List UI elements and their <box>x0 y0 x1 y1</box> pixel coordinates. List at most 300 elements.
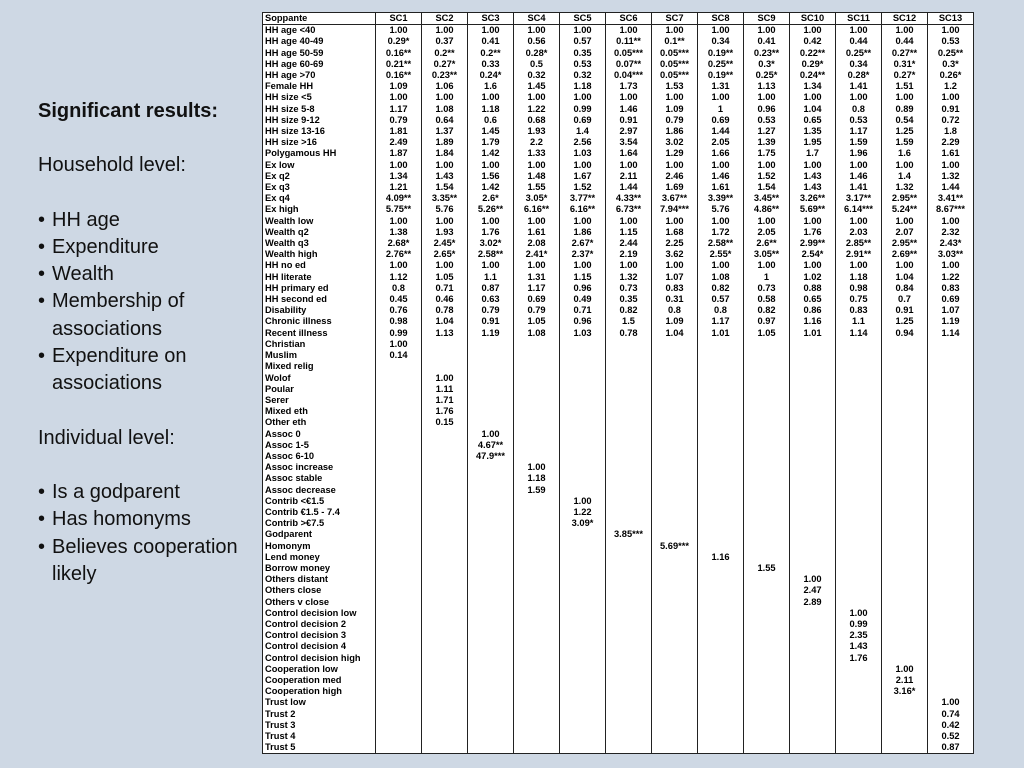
table-cell: 1.04 <box>882 272 928 283</box>
table-cell: 1.00 <box>882 25 928 37</box>
table-cell: 0.98 <box>836 283 882 294</box>
table-cell: 2.97 <box>606 126 652 137</box>
table-row <box>263 70 974 81</box>
table-cell: 1.00 <box>376 216 422 227</box>
table-cell: 3.16* <box>882 686 928 697</box>
table-cell <box>698 563 744 574</box>
table-cell <box>698 507 744 518</box>
table-cell <box>836 339 882 350</box>
table-cell <box>928 373 974 384</box>
table-cell: 0.27* <box>422 59 468 70</box>
table-cell <box>376 709 422 720</box>
row-label-cell: HH size 13-16 <box>265 126 325 137</box>
table-cell: 1.00 <box>790 574 836 585</box>
table-cell <box>514 350 560 361</box>
table-row <box>263 104 974 115</box>
table-cell <box>422 664 468 675</box>
table-cell <box>882 384 928 395</box>
row-label-cell: Wolof <box>265 372 291 383</box>
row-label-cell: Cooperation high <box>265 686 342 697</box>
table-cell: 0.2** <box>468 48 514 59</box>
table-cell <box>514 720 560 731</box>
table-cell <box>744 742 790 754</box>
table-cell <box>928 653 974 664</box>
table-cell: 2.91** <box>836 249 882 260</box>
table-cell: 3.17** <box>836 193 882 204</box>
table-cell <box>514 742 560 754</box>
table-cell <box>928 507 974 518</box>
row-label-cell: Ex q2 <box>265 170 290 181</box>
table-cell <box>652 406 698 417</box>
table-cell: 1.43 <box>790 182 836 193</box>
table-cell: 1.00 <box>422 160 468 171</box>
table-row <box>263 462 974 473</box>
table-cell <box>468 709 514 720</box>
table-cell <box>790 664 836 675</box>
table-cell <box>698 440 744 451</box>
table-row <box>263 126 974 137</box>
row-label-cell: Trust low <box>265 697 306 708</box>
table-cell <box>882 507 928 518</box>
table-row <box>263 686 974 697</box>
table-cell <box>376 697 422 708</box>
table-cell <box>560 541 606 552</box>
table-cell <box>468 339 514 350</box>
table-cell <box>514 675 560 686</box>
table-cell: 1.14 <box>928 328 974 339</box>
table-cell: 1.41 <box>836 182 882 193</box>
table-cell: 1 <box>698 104 744 115</box>
table-cell: 0.71 <box>422 283 468 294</box>
table-cell: 0.82 <box>698 283 744 294</box>
row-label-cell: Control decision low <box>265 607 357 618</box>
table-cell: 0.72 <box>928 115 974 126</box>
table-row <box>263 249 974 260</box>
table-cell <box>698 675 744 686</box>
table-cell: 0.87 <box>928 742 974 754</box>
table-cell: 1.1 <box>836 316 882 327</box>
row-label-cell: Ex q3 <box>265 182 290 193</box>
table-cell <box>652 664 698 675</box>
table-cell: 0.57 <box>560 36 606 47</box>
table-cell <box>468 731 514 742</box>
table-cell <box>744 675 790 686</box>
table-cell <box>652 451 698 462</box>
table-cell <box>882 529 928 540</box>
table-cell <box>514 417 560 428</box>
table-cell <box>468 608 514 619</box>
table-cell: 1.59 <box>514 485 560 496</box>
table-row <box>263 160 974 171</box>
table-cell: 0.49 <box>560 294 606 305</box>
table-cell: 1.17 <box>514 283 560 294</box>
row-label-cell: Assoc decrease <box>265 484 336 495</box>
table-cell <box>882 373 928 384</box>
column-header: SC2 <box>422 13 468 25</box>
table-cell <box>882 417 928 428</box>
table-row <box>263 227 974 238</box>
table-cell <box>422 686 468 697</box>
table-cell: 1.51 <box>882 81 928 92</box>
table-cell <box>376 619 422 630</box>
table-cell: 0.96 <box>560 316 606 327</box>
table-cell: 1.00 <box>928 160 974 171</box>
table-cell: 1.71 <box>422 395 468 406</box>
column-header: SC12 <box>882 13 928 25</box>
table-cell: 0.57 <box>698 294 744 305</box>
table-cell: 2.37* <box>560 249 606 260</box>
table-cell <box>882 485 928 496</box>
table-cell: 1.05 <box>422 272 468 283</box>
table-cell <box>468 742 514 754</box>
table-cell <box>836 462 882 473</box>
table-cell <box>744 720 790 731</box>
table-cell <box>606 429 652 440</box>
row-label-cell: Mixed relig <box>265 361 314 372</box>
table-cell: 0.79 <box>652 115 698 126</box>
table-cell: 1.00 <box>882 216 928 227</box>
table-cell <box>836 473 882 484</box>
table-cell: 0.31 <box>652 294 698 305</box>
table-cell <box>928 585 974 596</box>
table-cell <box>560 675 606 686</box>
table-cell: 0.79 <box>514 305 560 316</box>
table-cell <box>606 664 652 675</box>
table-cell <box>606 462 652 473</box>
table-row <box>263 305 974 316</box>
table-cell: 0.34 <box>836 59 882 70</box>
table-cell <box>698 574 744 585</box>
table-cell <box>560 395 606 406</box>
table-cell: 0.91 <box>928 104 974 115</box>
table-cell: 1.00 <box>514 92 560 103</box>
table-cell <box>560 619 606 630</box>
table-cell <box>744 373 790 384</box>
table-cell: 1.00 <box>652 92 698 103</box>
table-cell: 0.25** <box>836 48 882 59</box>
row-label-cell: HH second ed <box>265 294 327 305</box>
table-cell <box>928 552 974 563</box>
table-cell: 3.67** <box>652 193 698 204</box>
table-cell: 0.86 <box>790 305 836 316</box>
table-cell <box>698 641 744 652</box>
table-cell: 1.05 <box>514 316 560 327</box>
table-cell: 1.6 <box>882 148 928 159</box>
table-cell: 0.25** <box>698 59 744 70</box>
table-cell <box>928 485 974 496</box>
table-cell: 1.75 <box>744 148 790 159</box>
table-cell <box>698 395 744 406</box>
table-cell: 1.07 <box>928 305 974 316</box>
table-cell: 1.00 <box>652 216 698 227</box>
table-cell: 5.69*** <box>652 541 698 552</box>
table-cell: 5.76 <box>422 204 468 215</box>
table-cell: 5.75** <box>376 204 422 215</box>
table-cell <box>790 440 836 451</box>
table-cell <box>882 339 928 350</box>
table-cell: 1.00 <box>744 25 790 37</box>
table-row <box>263 48 974 59</box>
table-cell <box>422 641 468 652</box>
table-cell: 0.28* <box>836 70 882 81</box>
table-cell: 1.46 <box>836 171 882 182</box>
table-cell: 1.76 <box>790 227 836 238</box>
table-cell: 0.27* <box>882 70 928 81</box>
row-label-cell: HH age >70 <box>265 70 316 81</box>
table-cell: 0.24** <box>790 70 836 81</box>
table-row <box>263 485 974 496</box>
table-cell: 1.00 <box>422 25 468 37</box>
table-cell: 1.89 <box>422 137 468 148</box>
table-cell <box>698 653 744 664</box>
table-cell: 2.29 <box>928 137 974 148</box>
table-cell: 0.79 <box>376 115 422 126</box>
table-cell <box>514 664 560 675</box>
table-cell <box>652 697 698 708</box>
table-cell <box>560 429 606 440</box>
table-cell: 1.4 <box>560 126 606 137</box>
row-label-cell: HH size 9-12 <box>265 114 320 125</box>
table-cell <box>652 563 698 574</box>
table-cell: 0.45 <box>376 294 422 305</box>
table-cell: 1.00 <box>652 260 698 271</box>
table-cell <box>514 395 560 406</box>
table-cell <box>606 597 652 608</box>
table-cell: 1.93 <box>422 227 468 238</box>
table-cell <box>376 496 422 507</box>
table-cell: 1.00 <box>468 160 514 171</box>
table-cell <box>652 653 698 664</box>
table-cell: 1.00 <box>836 25 882 37</box>
table-row <box>263 260 974 271</box>
table-cell <box>468 720 514 731</box>
table-cell <box>744 574 790 585</box>
table-row <box>263 294 974 305</box>
table-row <box>263 92 974 103</box>
table-cell <box>790 417 836 428</box>
table-cell: 1.76 <box>468 227 514 238</box>
column-header: SC6 <box>606 13 652 25</box>
table-cell: 2.03 <box>836 227 882 238</box>
individual-results-list <box>38 479 253 588</box>
table-cell: 1.00 <box>376 25 422 37</box>
table-cell: 0.05*** <box>652 59 698 70</box>
table-cell: 1.25 <box>882 126 928 137</box>
table-cell: 1.81 <box>376 126 422 137</box>
table-cell <box>606 563 652 574</box>
table-cell: 3.35** <box>422 193 468 204</box>
table-cell: 1.00 <box>376 160 422 171</box>
table-cell <box>652 518 698 529</box>
table-cell: 4.09** <box>376 193 422 204</box>
table-cell: 1.35 <box>790 126 836 137</box>
table-cell <box>790 742 836 754</box>
table-cell: 1.00 <box>514 216 560 227</box>
table-cell: 0.26* <box>928 70 974 81</box>
table-cell: 2.46 <box>652 171 698 182</box>
table-cell: 1.08 <box>698 272 744 283</box>
table-cell <box>560 709 606 720</box>
table-cell <box>422 339 468 350</box>
table-row <box>263 552 974 563</box>
table-cell <box>928 384 974 395</box>
table-cell <box>882 462 928 473</box>
table-cell <box>698 630 744 641</box>
table-cell <box>468 529 514 540</box>
table-cell: 0.91 <box>882 305 928 316</box>
table-cell: 1.02 <box>790 272 836 283</box>
row-label-cell: Chronic illness <box>265 316 332 327</box>
table-cell <box>882 653 928 664</box>
table-cell <box>836 440 882 451</box>
table-cell: 1.86 <box>652 126 698 137</box>
table-cell <box>468 563 514 574</box>
table-cell: 0.56 <box>514 36 560 47</box>
table-cell <box>744 686 790 697</box>
table-cell: 1.18 <box>560 81 606 92</box>
table-cell: 1.19 <box>468 328 514 339</box>
table-cell: 0.75 <box>836 294 882 305</box>
table-cell <box>422 473 468 484</box>
table-cell: 2.2 <box>514 137 560 148</box>
table-cell: 1.8 <box>928 126 974 137</box>
table-cell: 2.54* <box>790 249 836 260</box>
table-cell <box>744 406 790 417</box>
table-row <box>263 283 974 294</box>
table-cell: 1.00 <box>928 260 974 271</box>
row-label-cell: Serer <box>265 394 289 405</box>
table-cell: 0.25* <box>744 70 790 81</box>
table-row <box>263 697 974 708</box>
table-cell <box>836 731 882 742</box>
table-cell: 1.00 <box>836 92 882 103</box>
table-cell <box>882 597 928 608</box>
table-cell: 1.6 <box>468 81 514 92</box>
table-cell <box>514 641 560 652</box>
table-cell <box>514 552 560 563</box>
table-cell <box>698 462 744 473</box>
table-cell: 3.39** <box>698 193 744 204</box>
table-cell <box>744 395 790 406</box>
table-cell <box>698 518 744 529</box>
household-level-label: Household level: <box>38 154 186 177</box>
table-row <box>263 529 974 540</box>
odds-ratio-table <box>262 12 974 754</box>
table-cell: 0.2** <box>422 48 468 59</box>
table-cell <box>376 731 422 742</box>
table-cell <box>652 496 698 507</box>
table-cell: 1.27 <box>744 126 790 137</box>
table-cell <box>606 608 652 619</box>
table-row <box>263 384 974 395</box>
table-cell: 1.64 <box>606 148 652 159</box>
table-cell <box>744 697 790 708</box>
table-cell: 2.6** <box>744 238 790 249</box>
table-cell: 1.16 <box>790 316 836 327</box>
table-cell: 1.00 <box>698 216 744 227</box>
table-cell <box>928 350 974 361</box>
table-cell: 4.67** <box>468 440 514 451</box>
row-label-cell: HH primary ed <box>265 282 329 293</box>
list-item: • Believes cooperation likely <box>38 534 253 589</box>
table-cell <box>514 361 560 372</box>
table-cell: 2.99** <box>790 238 836 249</box>
table-cell <box>698 597 744 608</box>
table-cell: 1.00 <box>606 92 652 103</box>
table-cell <box>606 630 652 641</box>
table-cell: 1.13 <box>422 328 468 339</box>
row-label-cell: HH age 40-49 <box>265 36 324 47</box>
table-cell <box>652 630 698 641</box>
table-cell: 1.55 <box>744 563 790 574</box>
table-cell: 1.14 <box>836 328 882 339</box>
table-cell <box>744 552 790 563</box>
table-cell: 1.53 <box>652 81 698 92</box>
table-cell <box>836 384 882 395</box>
table-cell <box>836 664 882 675</box>
table-cell: 1.67 <box>560 171 606 182</box>
table-cell <box>790 507 836 518</box>
table-cell: 1.68 <box>652 227 698 238</box>
table-cell <box>606 653 652 664</box>
table-cell <box>836 350 882 361</box>
table-cell <box>882 406 928 417</box>
table-cell: 1.1 <box>468 272 514 283</box>
table-cell: 1.00 <box>376 92 422 103</box>
table-cell: 1.00 <box>698 160 744 171</box>
table-cell <box>790 731 836 742</box>
table-cell: 2.85** <box>836 238 882 249</box>
table-cell: 0.76 <box>376 305 422 316</box>
table-row <box>263 148 974 159</box>
table-cell <box>652 485 698 496</box>
table-cell <box>698 373 744 384</box>
table-cell: 2.58** <box>698 238 744 249</box>
table-cell: 1.42 <box>468 182 514 193</box>
table-cell: 47.9*** <box>468 451 514 462</box>
table-row <box>263 216 974 227</box>
table-cell <box>514 686 560 697</box>
table-cell: 0.97 <box>744 316 790 327</box>
table-cell <box>790 395 836 406</box>
table-cell: 0.05*** <box>606 48 652 59</box>
table-cell <box>698 451 744 462</box>
table-cell <box>744 597 790 608</box>
table-cell: 0.15 <box>422 417 468 428</box>
table-cell <box>744 473 790 484</box>
table-cell: 1.07 <box>652 272 698 283</box>
table-cell: 0.53 <box>744 115 790 126</box>
table-cell: 1.43 <box>790 171 836 182</box>
table-cell <box>468 373 514 384</box>
table-cell <box>560 339 606 350</box>
table-cell <box>882 496 928 507</box>
table-cell <box>376 597 422 608</box>
table-cell: 1.31 <box>698 81 744 92</box>
row-label-cell: HH size >16 <box>265 137 317 148</box>
table-cell <box>928 395 974 406</box>
table-cell <box>652 731 698 742</box>
table-cell: 0.22** <box>790 48 836 59</box>
table-cell: 1.00 <box>790 216 836 227</box>
table-cell <box>744 417 790 428</box>
table-cell <box>790 675 836 686</box>
list-item: • Wealth <box>38 261 253 288</box>
row-label-cell: Trust 5 <box>265 742 296 753</box>
table-cell <box>836 697 882 708</box>
table-cell <box>744 630 790 641</box>
table-cell <box>882 641 928 652</box>
